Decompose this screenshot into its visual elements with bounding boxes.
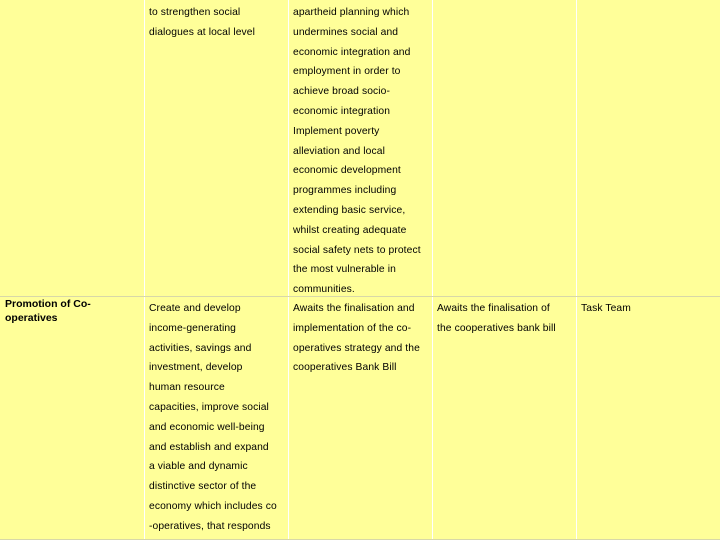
- text-line: economy which includes co: [149, 500, 277, 512]
- text-line: Awaits the finalisation and: [293, 303, 415, 314]
- text-line: dialogues at local level: [149, 26, 256, 38]
- column-divider: [432, 0, 433, 540]
- text-line: Task Team: [581, 303, 631, 314]
- top-row-action-text: [293, 3, 421, 300]
- text-line: economic integration and: [293, 46, 411, 58]
- text-line: the cooperatives bank bill: [437, 322, 556, 334]
- cooperatives-next-step-text: [437, 299, 556, 339]
- cooperatives-row-heading: [5, 298, 91, 325]
- top-row-objective-text: [149, 3, 255, 43]
- table-column-area: [0, 0, 144, 540]
- text-line: alleviation and local: [293, 145, 385, 157]
- text-line: implementation of the co-: [293, 322, 412, 334]
- text-line: achieve broad socio-: [293, 86, 391, 98]
- cooperatives-status-text: [293, 299, 420, 378]
- text-line: undermines social and: [293, 26, 399, 38]
- text-line: economic integration: [293, 105, 391, 117]
- column-divider: [288, 0, 289, 540]
- text-line: operatives strategy and the: [293, 342, 420, 354]
- text-line: activities, savings and: [149, 342, 252, 354]
- text-line: cooperatives Bank Bill: [293, 362, 397, 374]
- text-line: distinctive sector of the: [149, 481, 257, 493]
- text-line: and establish and expand: [149, 441, 269, 453]
- text-line: -operatives, that responds: [149, 520, 271, 532]
- text-line: programmes including: [293, 185, 397, 197]
- text-line: social safety nets to protect: [293, 244, 421, 256]
- text-line: Awaits the finalisation of: [437, 303, 550, 314]
- heading-line: Promotion of Co-: [5, 298, 91, 310]
- text-line: to strengthen social: [149, 7, 241, 18]
- text-line: whilst creating adequate: [293, 224, 407, 236]
- table-column-next-steps: [433, 0, 576, 540]
- text-line: income-generating: [149, 322, 236, 334]
- text-line: human resource: [149, 382, 225, 394]
- text-line: communities.: [293, 284, 355, 296]
- text-line: Create and develop: [149, 303, 241, 314]
- text-line: extending basic service,: [293, 204, 406, 216]
- text-line: and economic well-being: [149, 421, 265, 433]
- text-line: capacities, improve social: [149, 401, 269, 413]
- text-line: the most vulnerable in: [293, 264, 396, 276]
- text-line: employment in order to: [293, 66, 401, 78]
- cooperatives-objective-text: [149, 299, 277, 537]
- text-line: economic development: [293, 165, 401, 177]
- cooperatives-responsible-text: [581, 299, 631, 319]
- text-line: a viable and dynamic: [149, 461, 248, 473]
- text-line: investment, develop: [149, 362, 243, 374]
- text-line: apartheid planning which: [293, 7, 410, 18]
- heading-line: operatives: [5, 311, 58, 324]
- column-divider: [576, 0, 577, 540]
- table-column-responsible: [577, 0, 720, 540]
- text-line: Implement poverty: [293, 125, 380, 137]
- column-divider: [144, 0, 145, 540]
